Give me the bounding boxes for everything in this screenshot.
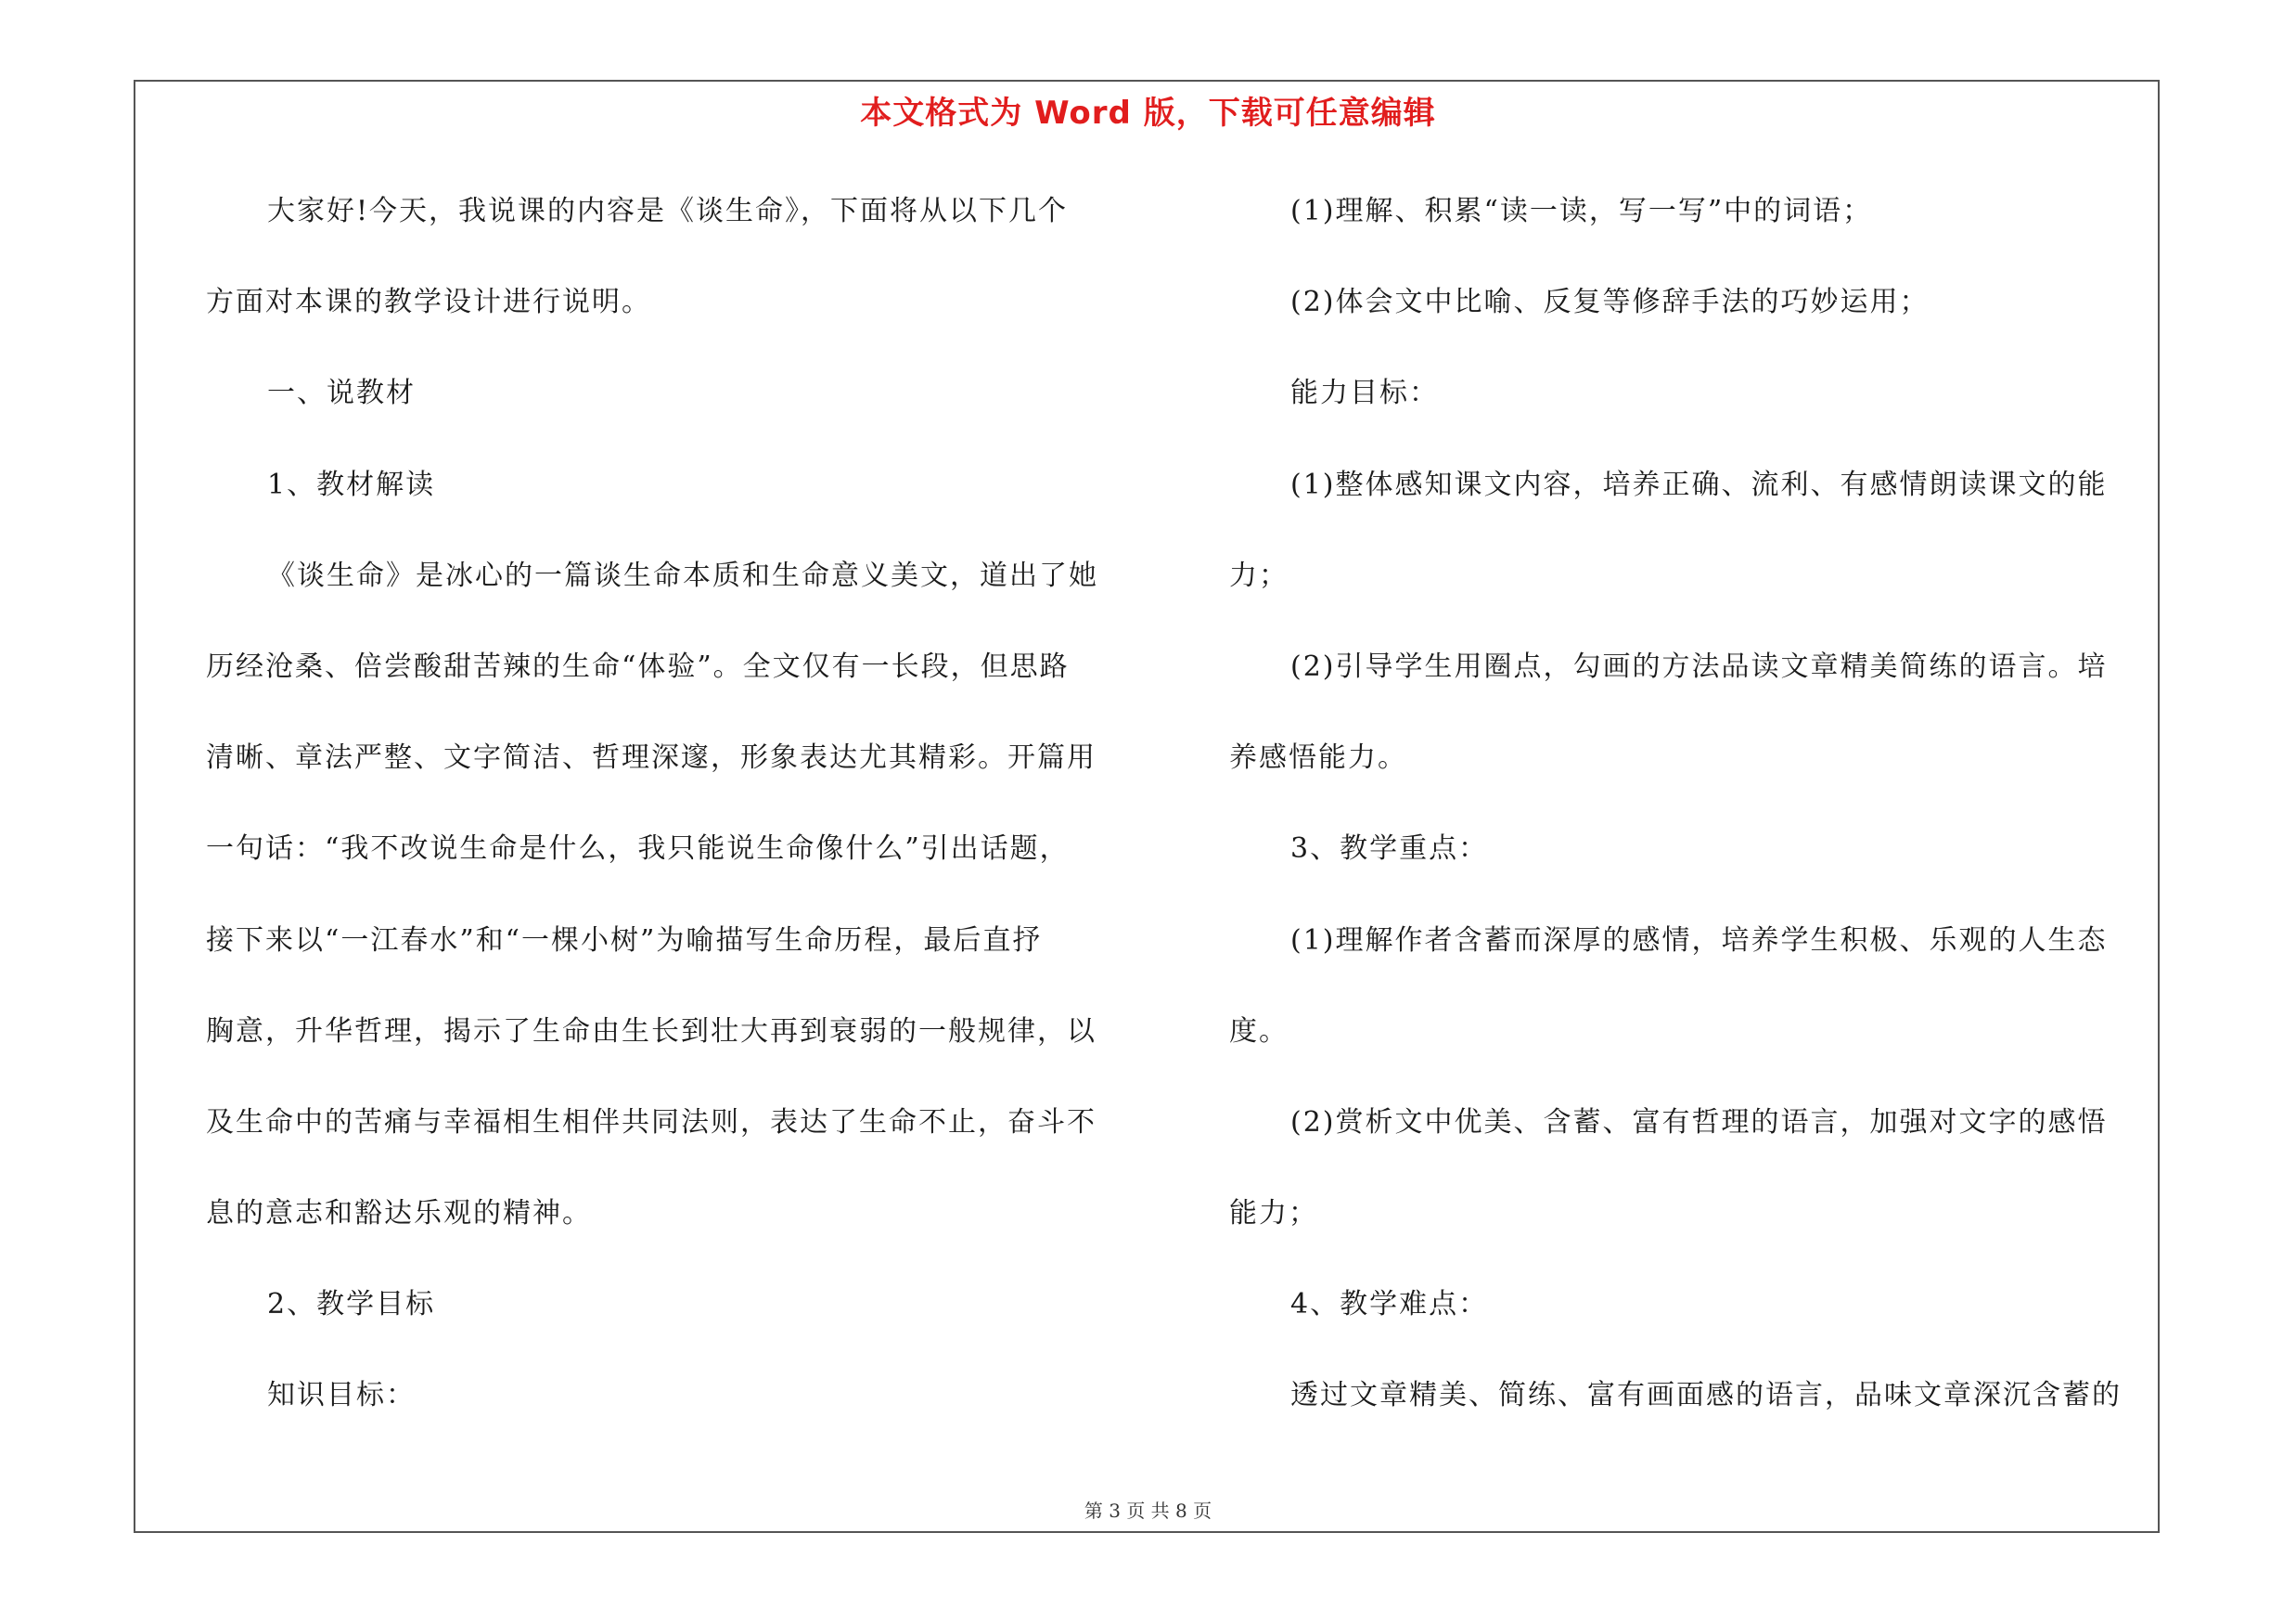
text-line: 息的意志和豁达乐观的精神。 xyxy=(206,1197,592,1230)
section-heading: 一、说教材 xyxy=(267,377,416,410)
text-line: 透过文章精美、简练、富有画面感的语言，品味文章深沉含蓄的 xyxy=(1290,1379,2122,1412)
subsection-heading: 2、教学目标 xyxy=(267,1288,436,1321)
text-line: (1)理解、积累“读一读，写一写”中的词语； xyxy=(1290,195,1873,227)
text-line: 度。 xyxy=(1229,1014,1289,1048)
text-line: 方面对本课的教学设计进行说明。 xyxy=(206,286,651,319)
subsection-heading: 1、教材解读 xyxy=(267,468,436,501)
text-line: (2)体会文中比喻、反复等修辞手法的巧妙运用； xyxy=(1290,286,1930,319)
subsection-heading: 3、教学重点： xyxy=(1290,832,1489,866)
text-line: 及生命中的苦痛与幸福相生相伴共同法则，表达了生命不止，奋斗不 xyxy=(206,1105,1097,1139)
text-line: 历经沧桑、倍尝酸甜苦辣的生命“体验”。全文仅有一长段，但思路 xyxy=(206,650,1070,683)
text-line: 养感悟能力。 xyxy=(1229,741,1407,775)
subsection-heading: 4、教学难点： xyxy=(1290,1288,1489,1321)
text-line: 清晰、章法严整、文字简洁、哲理深邃，形象表达尤其精彩。开篇用 xyxy=(206,741,1097,775)
text-line: 能力目标： xyxy=(1290,377,1439,410)
text-line: (1)理解作者含蓄而深厚的感情，培养学生积极、乐观的人生态 xyxy=(1290,923,2108,957)
left-text-column xyxy=(206,184,1138,1460)
text-line: 大家好!今天，我说课的内容是《谈生命》，下面将从以下几个 xyxy=(267,195,1069,227)
right-text-column xyxy=(1229,184,2146,1460)
text-line: (2)引导学生用圈点，勾画的方法品读文章精美简练的语言。培 xyxy=(1290,650,2108,683)
format-notice-banner: 本文格式为 Word 版，下载可任意编辑 xyxy=(860,95,1436,132)
text-line: 知识目标： xyxy=(267,1379,416,1412)
text-line: 能力； xyxy=(1229,1197,1318,1230)
text-line: 一句话：“我不改说生命是什么，我只能说生命像什么”引出话题， xyxy=(206,832,1070,866)
text-line: 接下来以“一江春水”和“一棵小树”为喻描写生命历程，最后直抒 xyxy=(206,923,1043,957)
text-line: (1)整体感知课文内容，培养正确、流利、有感情朗读课文的能 xyxy=(1290,468,2108,501)
text-line: 胸意，升华哲理，揭示了生命由生长到壮大再到衰弱的一般规律，以 xyxy=(206,1014,1097,1048)
text-line: 《谈生命》是冰心的一篇谈生命本质和生命意义美文，道出了她 xyxy=(267,559,1098,592)
text-line: 力； xyxy=(1229,559,1289,592)
page-number-footer: 第 3 页 共 8 页 xyxy=(1084,1500,1212,1522)
text-line: (2)赏析文中优美、含蓄、富有哲理的语言，加强对文字的感悟 xyxy=(1290,1105,2108,1139)
